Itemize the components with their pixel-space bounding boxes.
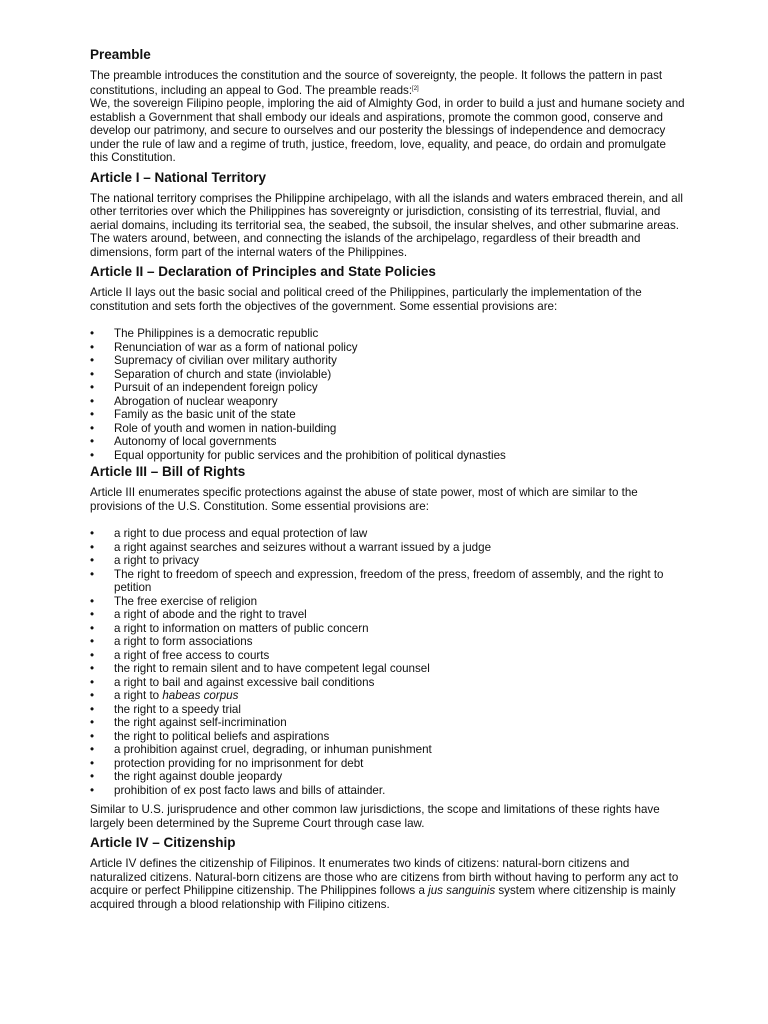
article-4-text-before: Article IV defines the citizenship of Filipinos. It enumerates two kinds of citizens: natural-born citizens and naturalized citizens. Natural-born citizens are those who are citizens from birth without having to perform any act to acquire or perfect Philippine citizenship. The Philippines follows a [90,857,679,897]
list-item: • protection providing for no imprisonment for debt [90,757,686,771]
list-item-habeas-corpus [90,689,686,703]
article-1-text: The national territory comprises the Philippine archipelago, with all the islands and waters embraced therein, and all other territories over which the Philippines has sovereignty or jurisdiction, consisting of its terrestrial, fluvial, and aerial domains, including its territorial sea, the seabed, the subsoil, the insular shelves, and other submarine areas. The waters around, between, and connecting the islands of the archipelago, regardless of their breadth and dimensions, form part of the internal waters of the Philippines. [90,191,683,259]
list-item: • The Philippines is a democratic republic [90,327,686,341]
section-heading-article-3: Article III – Bill of Rights [90,464,246,479]
article-2-text: Article II lays out the basic social and political creed of the Philippines, particularly the implementation of the constitution and sets forth the objectives of the government. Some essential provisions are: [90,286,642,313]
list-item: • the right to remain silent and to have competent legal counsel [90,662,686,676]
list-item: • a right to bail and against excessive bail conditions [90,676,686,690]
list-item: • a right to information on matters of public concern [90,622,686,636]
list-item: • Pursuit of an independent foreign policy [90,381,686,395]
list-item: • The free exercise of religion [90,595,686,609]
list-item: • a right of abode and the right to travel [90,608,686,622]
list-item: • prohibition of ex post facto laws and bills of attainder. [90,784,686,798]
document-page [90,46,686,911]
list-item: • Family as the basic unit of the state [90,408,686,422]
preamble-intro [90,69,686,97]
section-heading-preamble: Preamble [90,47,151,62]
list-item: • Abrogation of nuclear weaponry [90,395,686,409]
list-item: • a right to form associations [90,635,686,649]
article-2-provisions-list [90,327,686,462]
list-item: • Supremacy of civilian over military authority [90,354,686,368]
preamble-intro-text: The preamble introduces the constitution and the source of sovereignty, the people. It follows the pattern in past constitutions, including an appeal to God. The preamble reads: [90,69,663,97]
section-heading-article-1: Article I – National Territory [90,169,267,185]
list-item: • the right to political beliefs and aspirations [90,730,686,744]
list-item: • a prohibition against cruel, degrading, or inhuman punishment [90,743,686,757]
habeas-prefix: a right to [114,689,163,702]
list-item: • a right against searches and seizures without a warrant issued by a judge [90,541,686,555]
list-item: • Autonomy of local governments [90,435,686,449]
article-4-text-after: system where citizenship is mainly acquired through a blood relationship with Filipino citizens. [90,884,676,911]
footnote-link[interactable]: [2] [412,85,419,92]
list-item: • a right of free access to courts [90,649,686,663]
section-heading-article-4: Article IV – Citizenship [90,835,236,850]
preamble-text: We, the sovereign Filipino people, imploring the aid of Almighty God, in order to build a just and humane society and establish a Government that shall embody our ideals and aspirations, promote the common good, conserve and develop our patrimony, and secure to ourselves and our posterity the blessings of independence and democracy under the rule of law and a regime of truth, justice, freedom, love, equality, and peace, do ordain and promulgate this Constitution. [90,97,685,164]
list-item: • Equal opportunity for public services and the prohibition of political dynasties [90,449,686,463]
list-item: • a right to due process and equal protection of law [90,527,686,541]
article-3-closing-text: Similar to U.S. jurisprudence and other common law jurisdictions, the scope and limitations of these rights have largely been determined by the Supreme Court through case law. [90,803,660,830]
list-item: • Separation of church and state (inviolable) [90,368,686,382]
list-item: • Renunciation of war as a form of national policy [90,341,686,355]
jus-sanguinis-term: jus sanguinis [428,884,496,897]
list-item: • The right to freedom of speech and expression, freedom of the press, freedom of assembly, and the right to petition [90,568,686,595]
list-item: • the right against double jeopardy [90,770,686,784]
section-heading-article-2: Article II – Declaration of Principles and State Policies [90,264,436,279]
article-3-text: Article III enumerates specific protections against the abuse of state power, most of which are similar to the provisions of the U.S. Constitution. Some essential provisions are: [90,486,638,513]
list-item: • the right against self-incrimination [90,716,686,730]
article-4-text [90,857,686,911]
list-item: • Role of youth and women in nation-building [90,422,686,436]
list-item: • the right to a speedy trial [90,703,686,717]
list-item: • a right to privacy [90,554,686,568]
article-3-provisions-list [90,527,686,797]
habeas-term: habeas corpus [162,689,239,702]
